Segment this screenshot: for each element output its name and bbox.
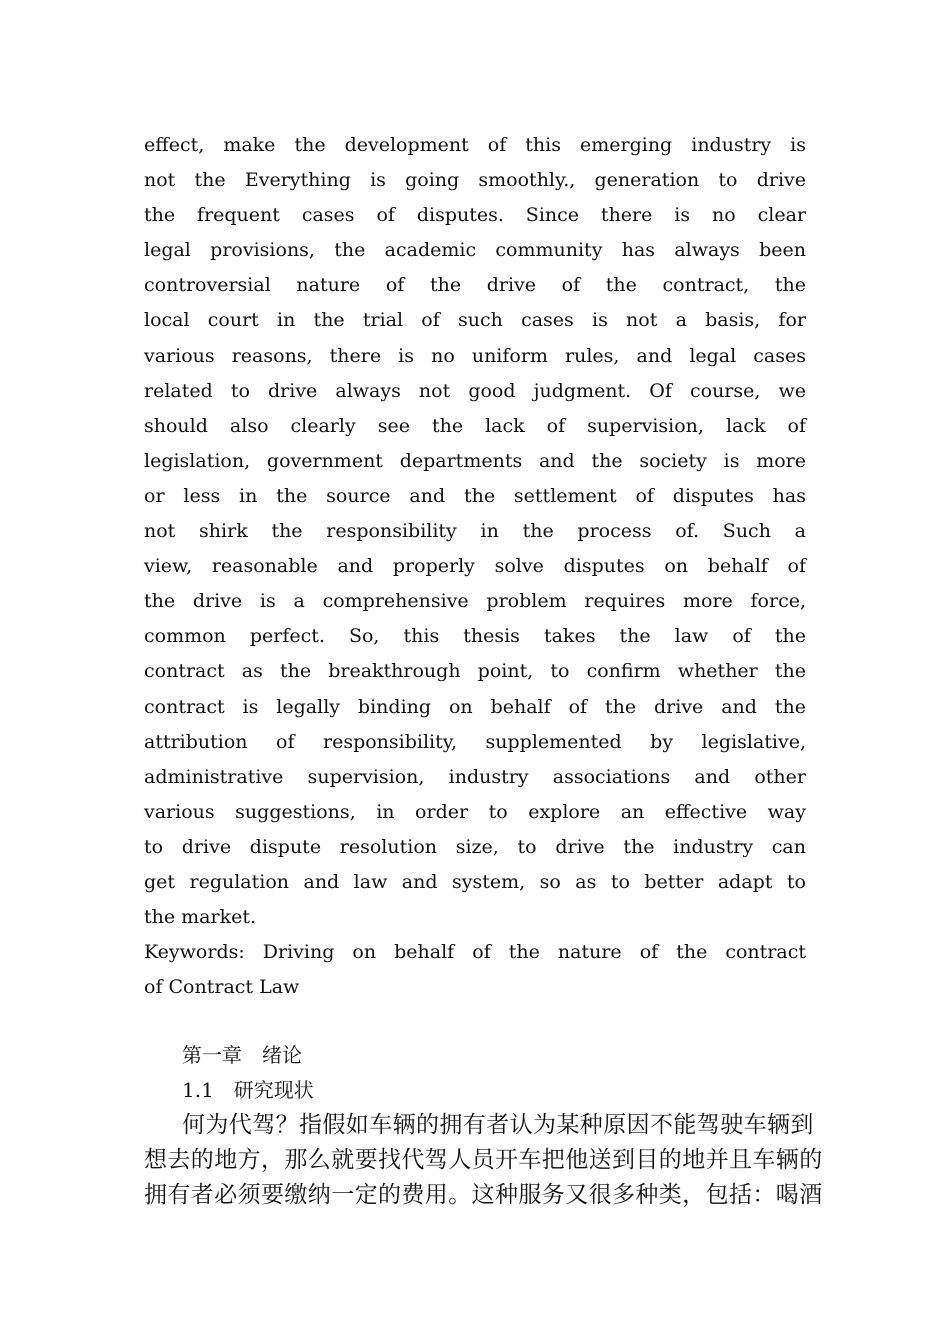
abstract-line: various suggestions, in order to explore an effective way (144, 800, 806, 823)
chapter-one (144, 1038, 823, 1213)
abstract-line: related to drive always not good judgment. Of course, we (144, 379, 806, 402)
abstract-line: to drive dispute resolution size, to drive the industry can (144, 835, 806, 858)
abstract-line: not shirk the responsibility in the process of. Such a (144, 520, 806, 543)
abstract-line: legal provisions, the academic community has always been (144, 239, 806, 262)
abstract-line: the frequent cases of disputes. Since there is no clear (144, 204, 806, 227)
english-abstract (144, 128, 806, 1005)
abstract-line: various reasons, there is no uniform rules, and legal cases (144, 344, 806, 367)
section-title: 1.1 研究现状 (182, 1078, 314, 1102)
keywords-line: of Contract Law (144, 976, 300, 999)
body-line: 拥有者必须要缴纳一定的费用。这种服务又很多种类，包括：喝酒 (144, 1182, 823, 1208)
abstract-line: common perfect. So, this thesis takes the law of the (144, 625, 806, 648)
abstract-line: the drive is a comprehensive problem requires more force, (144, 590, 806, 613)
abstract-line: controversial nature of the drive of the contract, the (144, 274, 806, 297)
chapter-title: 第一章 绪论 (182, 1043, 302, 1067)
abstract-line: local court in the trial of such cases is not a basis, for (144, 309, 806, 332)
keywords-line: Keywords: Driving on behalf of the nature of the contract (144, 941, 806, 964)
abstract-line: administrative supervision, industry associations and other (144, 765, 806, 788)
abstract-line: view, reasonable and properly solve disputes on behalf of (144, 555, 806, 578)
body-line: 何为代驾？指假如车辆的拥有者认为某种原因不能驾驶车辆到 (182, 1112, 814, 1138)
abstract-line: the market. (144, 906, 257, 929)
abstract-line: attribution of responsibility, supplemented by legislative, (144, 730, 806, 753)
abstract-line: not the Everything is going smoothly., generation to drive (144, 169, 806, 192)
abstract-line: effect, make the development of this emerging industry is (144, 134, 806, 156)
abstract-line: contract as the breakthrough point, to confirm whether the (144, 660, 806, 683)
abstract-line: get regulation and law and system, so as to better adapt to (144, 870, 806, 893)
abstract-line: contract is legally binding on behalf of the drive and the (144, 695, 806, 718)
abstract-line: legislation, government departments and the society is more (144, 449, 806, 472)
abstract-line: should also clearly see the lack of supervision, lack of (144, 414, 806, 437)
body-line: 想去的地方，那么就要找代驾人员开车把他送到目的地并且车辆的 (144, 1147, 823, 1173)
abstract-line: or less in the source and the settlement of disputes has (144, 484, 806, 507)
